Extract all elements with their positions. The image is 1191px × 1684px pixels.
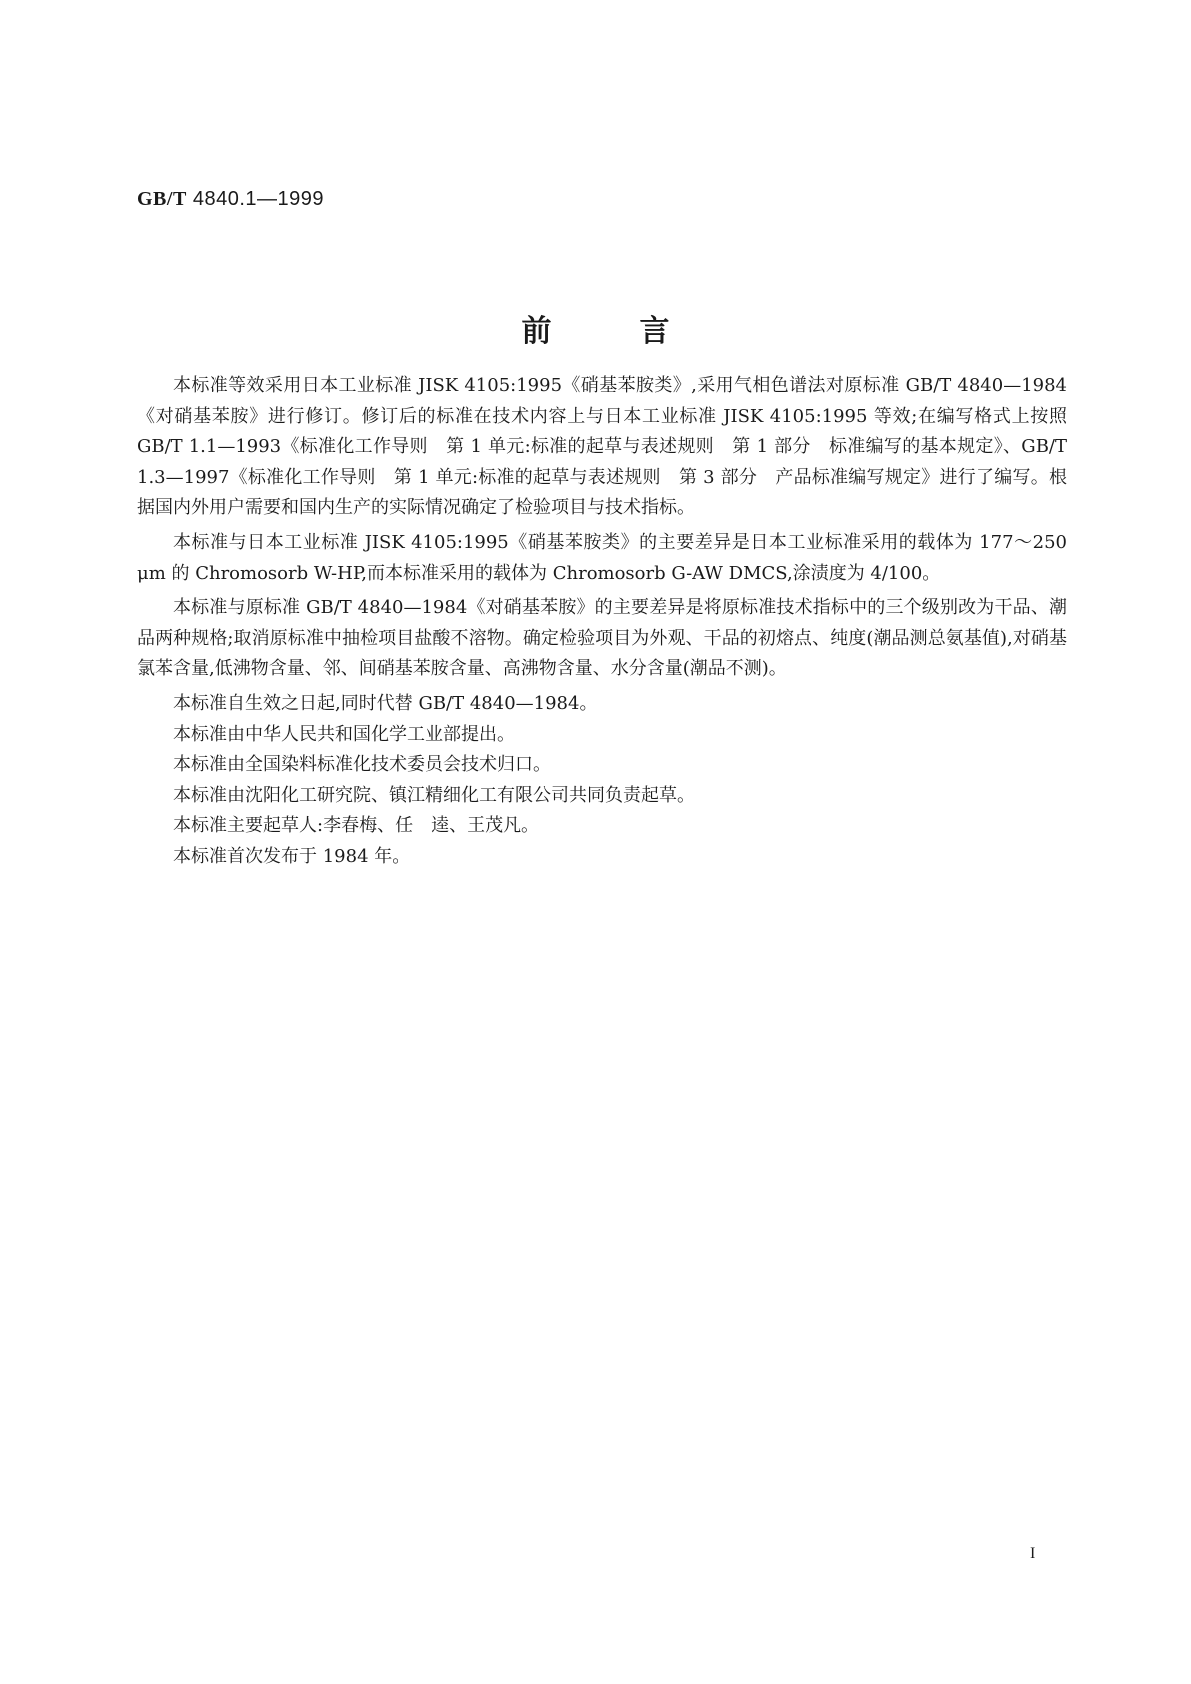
paragraph-main-drafters: 本标准主要起草人:李春梅、任 逵、王茂凡。	[173, 815, 540, 837]
foreword-body	[137, 371, 1067, 873]
paragraph-replaces: 本标准自生效之日起,同时代替 GB/T 4840—1984。	[173, 692, 598, 714]
paragraph-drafted-by: 本标准由沈阳化工研究院、镇江精细化工有限公司共同负责起草。	[173, 784, 695, 806]
paragraph-difference-original: 本标准与原标准 GB/T 4840—1984《对硝基苯胺》的主要差异是将原标准技术指标中的三个级别改为干品、潮品两种规格;取消原标准中抽检项目盐酸不溶物。确定检验项目为外观、干品的初熔点、纯度(潮品测总氨基值),对硝基氯苯含量,低沸物含量、邻、间硝基苯胺含量、高沸物含量、水分含量(潮品不测)。	[137, 597, 1067, 680]
paragraph-difference-jis: 本标准与日本工业标准 JISK 4105:1995《硝基苯胺类》的主要差异是日本工业标准采用的载体为 177～250 μm 的 Chromosorb W-HP,而本标准采用的载体为 Chromosorb G-AW DMCS,涂渍度为 4/100。	[137, 531, 1067, 584]
paragraph-proposed-by: 本标准由中华人民共和国化学工业部提出。	[173, 723, 515, 745]
paragraph-first-published: 本标准首次发布于 1984 年。	[173, 845, 411, 867]
page-number: I	[1030, 1545, 1036, 1562]
paragraph-centralized-by: 本标准由全国染料标准化技术委员会技术归口。	[173, 754, 551, 776]
standard-number: 4840.1—1999	[186, 188, 325, 210]
paragraph-adoption: 本标准等效采用日本工业标准 JISK 4105:1995《硝基苯胺类》,采用气相色谱法对原标准 GB/T 4840—1984《对硝基苯胺》进行修订。修订后的标准在技术内容上与日本工业标准 JISK 4105:1995 等效;在编写格式上按照 GB/T 1.1—1993《标准化工作导则 第 1 单元:标准的起草与表述规则 第 1 部分 标准编写的基本规定》、GB/T 1.3—1997《标准化工作导则 第 1 单元:标准的起草与表述规则 第 3 部分 产品标准编写规定》进行了编写。根据国内外用户需要和国内生产的实际情况确定了检验项目与技术指标。	[137, 375, 1067, 519]
page-title: 前言	[521, 314, 758, 349]
standard-prefix: GB/T	[137, 188, 187, 210]
standard-number-header	[137, 186, 324, 211]
